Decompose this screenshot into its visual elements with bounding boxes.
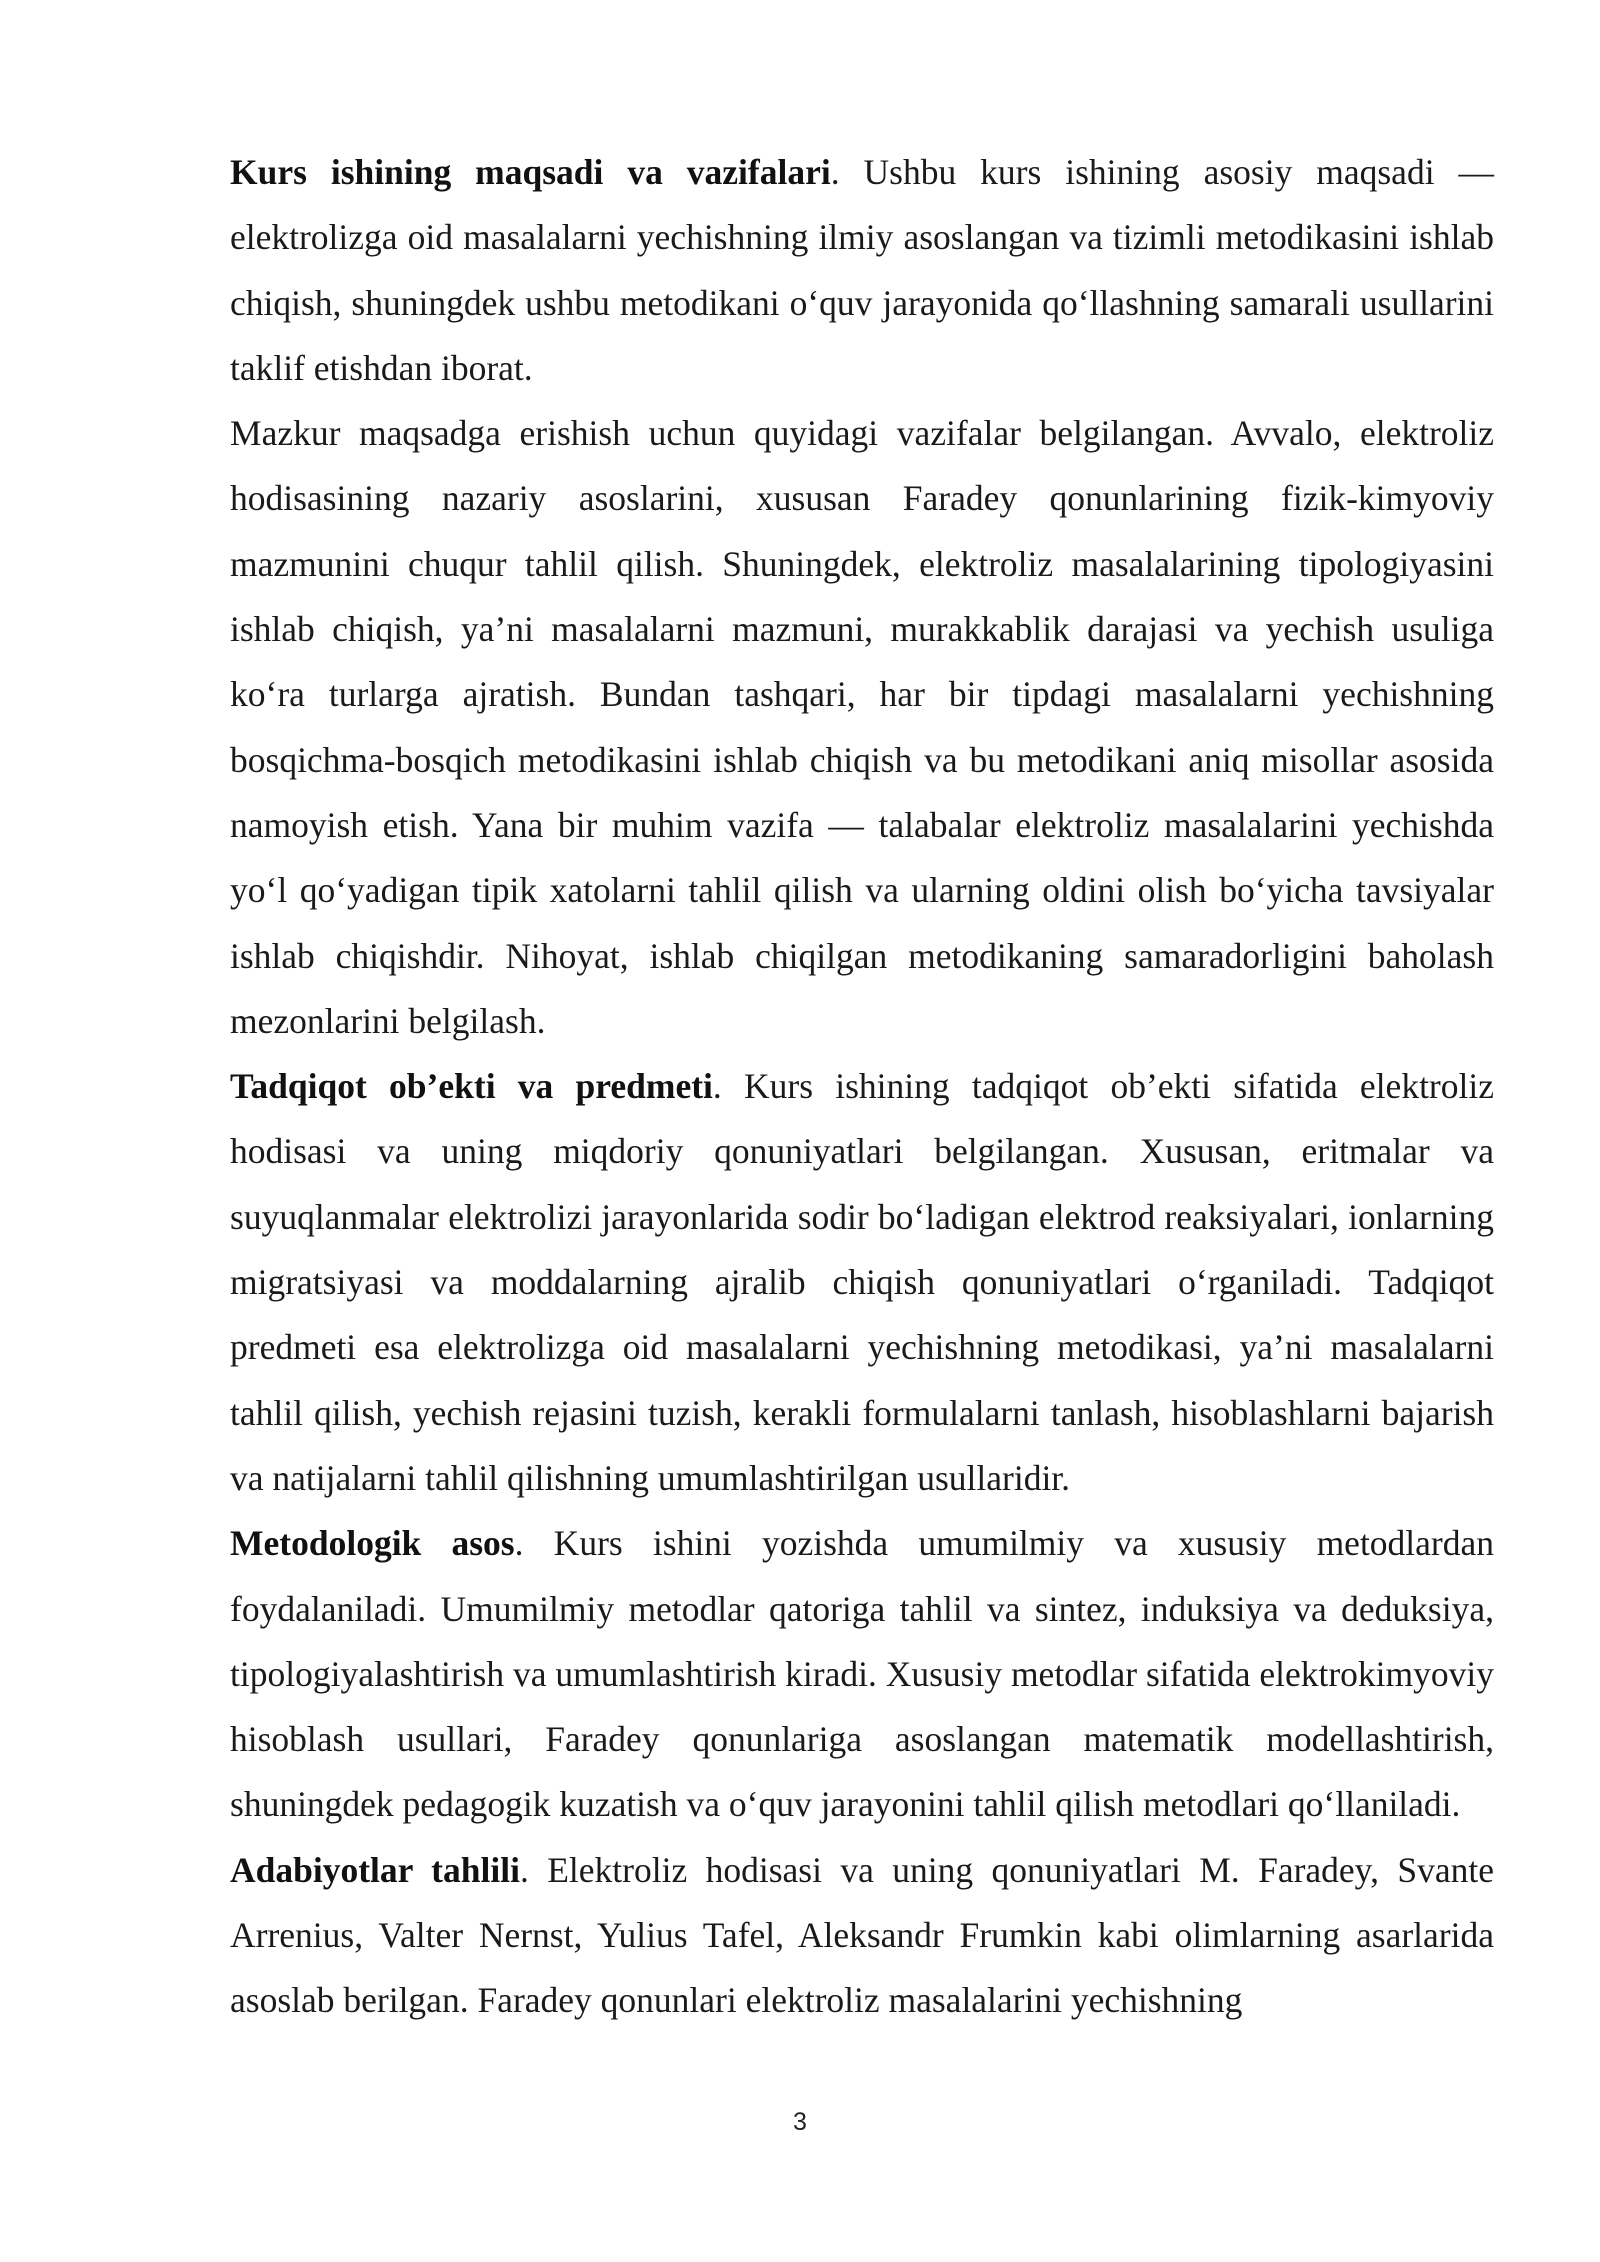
paragraph-goals — [230, 140, 1494, 401]
paragraph-tasks — [230, 401, 1494, 1054]
paragraph-text: . Elektroliz hodisasi va uning qonuniyatlari M. Faradey, Svante Arrenius, Valter Nernst, Yulius Tafel, Aleksandr Frumkin kabi olimlarning asarlarida asoslab berilgan. Faradey qonunlari elektroliz masalalarini yechishning — [230, 1849, 1494, 2021]
paragraph-methodology — [230, 1511, 1494, 1837]
paragraph-text: . Ushbu kurs ishining asosiy maqsadi — elektrolizga oid masalalarni yechishning ilmiy asoslangan va tizimli metodikasini ishlab chiqish, shuningdek ushbu metodikani o‘quv jarayonida qo‘llashning samarali usullarini taklif etishdan iborat. — [230, 152, 1494, 388]
paragraph-text: Mazkur maqsadga erishish uchun quyidagi vazifalar belgilangan. Avvalo, elektroliz hodisasining nazariy asoslarini, xususan Faradey qonunlarining fizik-kimyoviy mazmunini chuqur tahlil qilish. Shuningdek, elektroliz masalalarining tipologiyasini ishlab chiqish, ya’ni masalalarni mazmuni, murakkablik darajasi va yechish usuliga ko‘ra turlarga ajratish. Bundan tashqari, har bir tipdagi masalalarni yechishning bosqichma-bosqich metodikasini ishlab chiqish va bu metodikani aniq misollar asosida namoyish etish. Yana bir muhim vazifa — talabalar elektroliz masalalarini yechishda yo‘l qo‘yadigan tipik xatolarni tahlil qilish va ularning oldini olish bo‘yicha tavsiyalar ishlab chiqishdir. Nihoyat, ishlab chiqilgan metodikaning samaradorligini baholash mezonlarini belgilash. — [230, 413, 1494, 1041]
paragraph-object-subject — [230, 1054, 1494, 1511]
paragraph-text: . Kurs ishini yozishda umumilmiy va xususiy metodlardan foydalaniladi. Umumilmiy metodlar qatoriga tahlil va sintez, induksiya va deduksiya, tipologiyalashtirish va umumlashtirish kiradi. Xususiy metodlar sifatida elektrokimyoviy hisoblash usullari, Faradey qonunlariga asoslangan matematik modellashtirish, shuningdek pedagogik kuzatish va o‘quv jarayonini tahlil qilish metodlari qo‘llaniladi. — [230, 1523, 1495, 1825]
page-number: 3 — [793, 2108, 807, 2136]
paragraph-heading: Kurs ishining maqsadi va vazifalari — [230, 152, 831, 192]
document-page — [230, 140, 1494, 2034]
paragraph-heading: Metodologik asos — [230, 1523, 515, 1564]
paragraph-heading: Adabiyotlar tahlili — [230, 1849, 520, 1890]
paragraph-heading: Tadqiqot ob’ekti va predmeti — [230, 1066, 713, 1107]
paragraph-literature — [230, 1838, 1494, 2034]
paragraph-text: . Kurs ishining tadqiqot ob’ekti sifatida elektroliz hodisasi va uning miqdoriy qonuniyatlari belgilangan. Xususan, eritmalar va suyuqlanmalar elektrolizi jarayonlarida sodir bo‘ladigan elektrod reaksiyalari, ionlarning migratsiyasi va moddalarning ajralib chiqish qonuniyatlari o‘rganiladi. Tadqiqot predmeti esa elektrolizga oid masalalarni yechishning metodikasi, ya’ni masalalarni tahlil qilish, yechish rejasini tuzish, kerakli formulalarni tanlash, hisoblashlarni bajarish va natijalarni tahlil qilishning umumlashtirilgan usullaridir. — [230, 1066, 1494, 1498]
